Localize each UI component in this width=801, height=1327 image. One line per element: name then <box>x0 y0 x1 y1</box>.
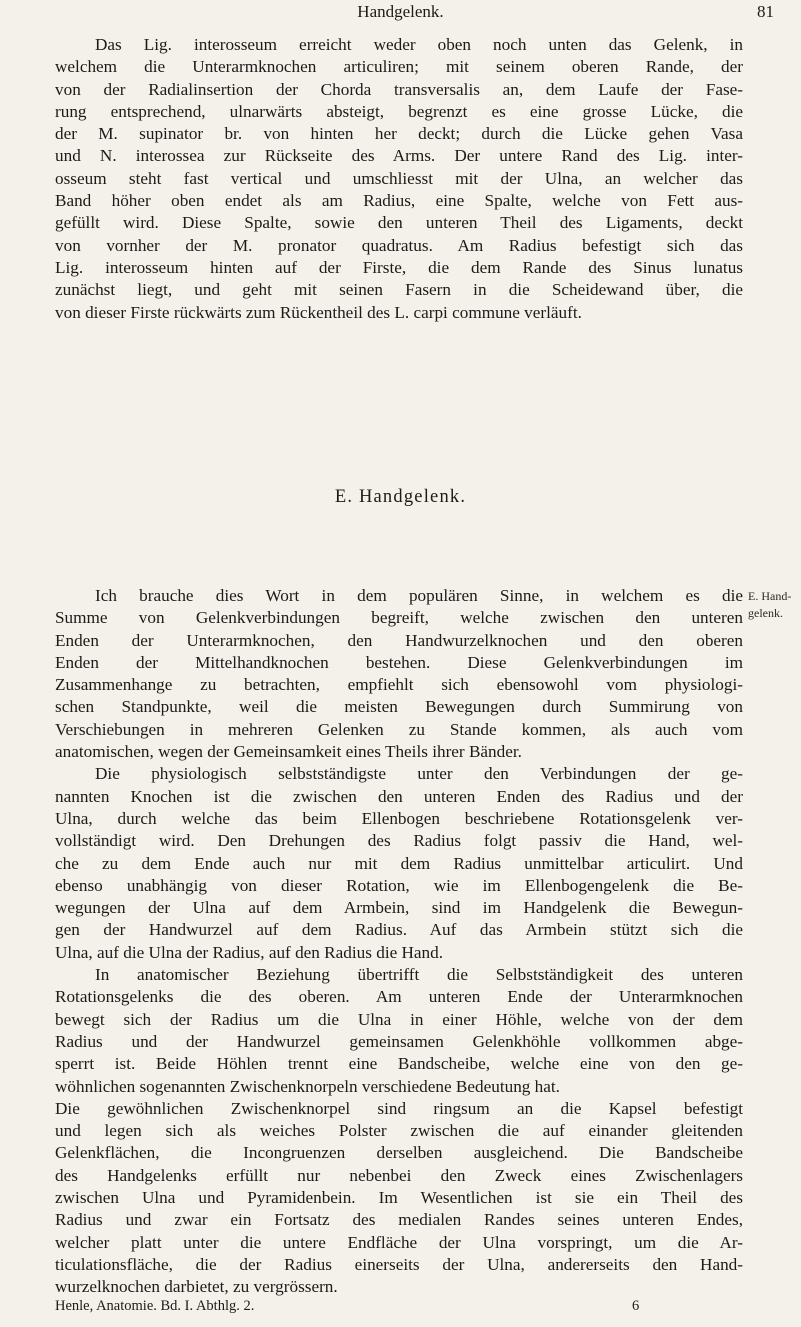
text-line: von vornher der M. pronator quadratus. Am Radius befestigt sich das <box>55 235 743 255</box>
text-line: von der Radialinsertion der Chorda transversalis an, dem Laufe der Fase- <box>55 79 743 99</box>
text-line: sperrt ist. Beide Höhlen trennt eine Bandscheibe, welche eine von den ge- <box>55 1054 743 1074</box>
text-line: Summe von Gelenkverbindungen begreift, welche zwischen den unteren <box>55 608 743 628</box>
text-line: der M. supinator br. von hinten her deckt; durch die Lücke gehen Vasa <box>55 124 743 144</box>
text-line: zunächst liegt, und geht mit seinen Fasern in die Scheidewand über, die <box>55 280 743 300</box>
page-number: 81 <box>757 2 774 21</box>
text-line: welchem die Unterarmknochen articuliren; mit seinem oberen Rande, der <box>55 57 743 77</box>
paragraph-2 <box>55 585 743 1299</box>
text-line: Lig. interosseum hinten auf der Firste, die dem Rande des Sinus lunatus <box>55 257 743 277</box>
margin-note-line: E. Hand- <box>748 589 792 603</box>
text-line: welcher platt unter die untere Endfläche der Ulna vorspringt, um die Ar- <box>55 1232 743 1252</box>
text-line: Die gewöhnlichen Zwischenknorpel sind ringsum an die Kapsel befestigt <box>55 1098 743 1118</box>
text-line: Radius und zwar ein Fortsatz des medialen Randes seines unteren Endes, <box>55 1210 743 1230</box>
text-line: Enden der Unterarmknochen, den Handwurzelknochen und den oberen <box>55 630 743 650</box>
text-line: des Handgelenks erfüllt nur nebenbei den Zweck eines Zwischenlagers <box>55 1165 743 1185</box>
text-line: Ulna, durch welche das beim Ellenbogen beschriebene Rotationsgelenk ver- <box>55 808 743 828</box>
text-line: von dieser Firste rückwärts zum Rückentheil des L. carpi commune verläuft. <box>55 302 582 322</box>
margin-note <box>748 588 791 622</box>
footer-citation: Henle, Anatomie. Bd. I. Abthlg. 2. <box>55 1298 255 1314</box>
text-line: zwischen Ulna und Pyramidenbein. Im Wesentlichen ist sie ein Theil des <box>55 1188 743 1208</box>
running-title: Handgelenk. <box>357 2 444 21</box>
paragraph-1 <box>55 34 743 324</box>
text-line: Radius und der Handwurzel gemeinsamen Gelenkhöhle vollkommen abge- <box>55 1031 743 1051</box>
text-line: Die physiologisch selbstständigste unter den Verbindungen der ge- <box>95 764 743 784</box>
text-line: vollständigt wird. Den Drehungen des Radius folgt passiv die Hand, wel- <box>55 831 743 851</box>
text-line: Ich brauche dies Wort in dem populären Sinne, in welchem es die <box>95 586 743 605</box>
text-line: che zu dem Ende auch nur mit dem Radius unmittelbar articulirt. Und <box>55 853 743 873</box>
text-line: anatomischen, wegen der Gemeinsamkeit eines Theils ihrer Bänder. <box>55 742 522 762</box>
text-line: Enden der Mittelhandknochen bestehen. Diese Gelenkverbindungen im <box>55 652 743 672</box>
text-line: In anatomischer Beziehung übertrifft die Selbstständigkeit des unteren <box>95 965 743 985</box>
text-line: Ulna, auf die Ulna der Radius, auf den Radius die Hand. <box>55 942 444 962</box>
text-line: bewegt sich der Radius um die Ulna in einer Höhle, welche von der dem <box>55 1009 743 1029</box>
text-line: gefüllt wird. Diese Spalte, sowie den unteren Theil des Ligaments, deckt <box>55 213 743 233</box>
text-line: Band höher oben endet als am Radius, eine Spalte, welche von Fett aus- <box>55 191 743 211</box>
page-footer <box>55 1298 743 1320</box>
text-line: Verschiebungen in mehreren Gelenken zu Stande kommen, als auch vom <box>55 719 743 739</box>
text-line: Gelenkflächen, die Incongruenzen derselben ausgleichend. Die Bandscheibe <box>55 1143 743 1163</box>
text-line: schen Standpunkte, weil die meisten Bewegungen durch Summirung von <box>55 697 743 717</box>
page-header <box>0 0 801 22</box>
text-line: rung entsprechend, ulnarwärts absteigt, begrenzt es eine grosse Lücke, die <box>55 101 743 121</box>
text-line: wegungen der Ulna auf dem Armbein, sind im Handgelenk die Bewegun- <box>55 898 743 918</box>
text-line: wöhnlichen sogenannten Zwischenknorpeln verschiedene Bedeutung hat. <box>55 1076 560 1096</box>
text-line: Zusammenhange zu betrachten, empfiehlt sich ebensowohl vom physiologi- <box>55 675 743 695</box>
text-line: gen der Handwurzel auf dem Radius. Auf das Armbein stützt sich die <box>55 920 743 940</box>
text-line: ticulationsfläche, die der Radius einerseits der Ulna, andererseits den Hand- <box>55 1254 743 1274</box>
text-line: ebenso unabhängig von dieser Rotation, wie im Ellenbogengelenk die Be- <box>55 875 743 895</box>
text-line: und legen sich als weiches Polster zwischen die auf einander gleitenden <box>55 1121 743 1141</box>
margin-note-line: gelenk. <box>748 606 783 620</box>
text-line: osseum steht fast vertical und umschliesst mit der Ulna, an welcher das <box>55 168 743 188</box>
text-line: Rotationsgelenks die des oberen. Am unteren Ende der Unterarmknochen <box>55 987 743 1007</box>
text-line: Das Lig. interosseum erreicht weder oben noch unten das Gelenk, in <box>95 35 743 54</box>
text-line: und N. interossea zur Rückseite des Arms. Der untere Rand des Lig. inter- <box>55 146 743 166</box>
signature-mark: 6 <box>632 1298 640 1314</box>
text-line: wurzelknochen darbietet, zu vergrössern. <box>55 1277 338 1297</box>
text-line: nannten Knochen ist die zwischen den unteren Enden des Radius und der <box>55 786 743 806</box>
section-heading: E. Handgelenk. <box>334 487 467 507</box>
